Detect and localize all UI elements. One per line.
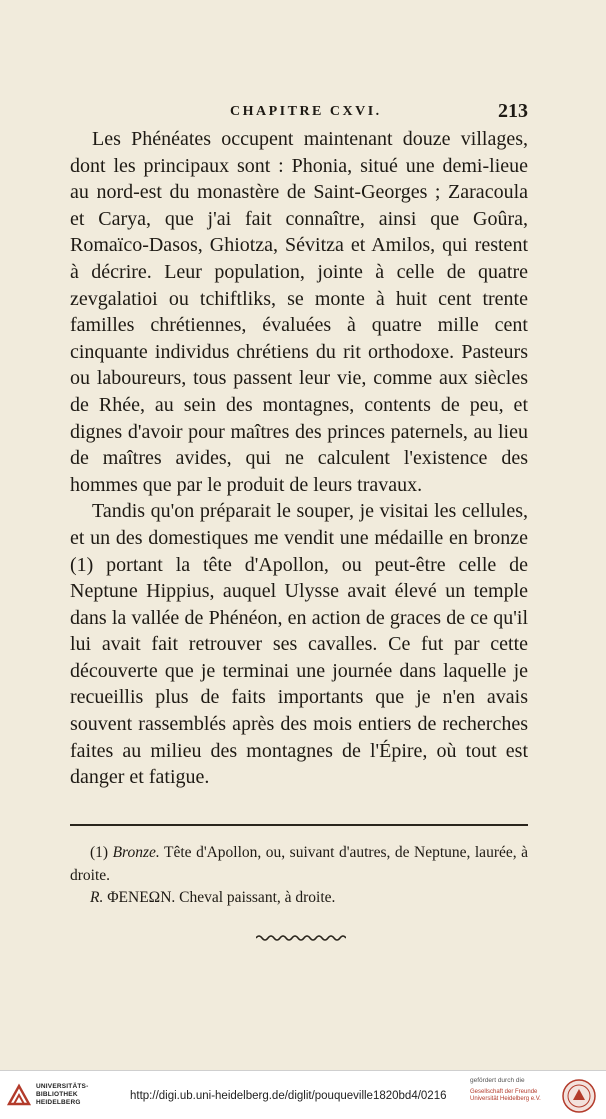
paragraph-1: Les Phénéates occupent maintenant douze villages, dont les principaux sont : Phonia, situé une demi-lieue au nord-est du monastère de Saint-Georges ; Zaracoula et Carya, que j'ai fait connaître, ainsi que Goûra, Romaïco-Dasos, Ghiotza, Sévitza et Amilos, qui restent à décrire. Leur population, jointe à celle de quatre zevgalatioi ou tchiftliks, se monte à huit cent trente familles chrétiennes, évaluées à quatre mille cent cinquante individus chrétiens du rit orthodoxe. Pasteurs ou laboureurs, tous passent leur vie, comme aux siècles de Rhée, au sein des montagnes, contents de peu, et dignes d'avoir pour maîtres des princes paternels, au lieu de maîtres avides, qui ne calculent l'existence des hommes que par le produit de leurs travaux. (70, 128, 528, 496)
end-ornament (256, 934, 346, 942)
running-head: CHAPITRE CXVI. (230, 104, 382, 119)
sponsor-block: gefördert durch die Gesellschaft der Freunde Universität Heidelberg e.V. (470, 1077, 541, 1102)
footnote-2-text: Cheval paissant, à droite. (179, 889, 336, 906)
library-name: UNIVERSITÄTS- BIBLIOTHEK HEIDELBERG (36, 1083, 89, 1106)
footnote-2-greek: ΦΕΝΕΩΝ. (107, 889, 176, 906)
university-seal-icon (562, 1079, 596, 1113)
footnote-rule (70, 824, 528, 826)
footnote-1-text: Tête d'Apollon, ou, suivant d'autres, de Neptune, laurée, à droite. (70, 844, 528, 884)
footnote-1-marker: (1) (90, 844, 109, 861)
footnotes (70, 842, 528, 910)
permalink-url[interactable]: http://digi.ub.uni-heidelberg.de/diglit/pouqueville1820bd4/0216 (130, 1090, 447, 1102)
footnote-2-marker: R. (90, 889, 104, 906)
footnote-1 (70, 842, 528, 887)
footnote-2 (70, 887, 528, 910)
paragraph-2: Tandis qu'on préparait le souper, je visitai les cellules, et un des domestiques me vendit une médaille en bronze (1) portant la tête d'Apollon, ou peut-être celle de Neptune Hippius, auquel Ulysse avait élevé un temple dans la vallée de Phénéon, en action de graces de ce qu'il lui avait fait retrouver ses cavalles. Ce fut par cette découverte que je terminai une journée dans laquelle je recueillis plus de faits importants que je n'en avais souvent rassemblés après des mois entiers de recherches faites au milieu des montagnes de l'Épire, où tout est danger et fatigue. (70, 500, 528, 789)
footnote-1-term: Bronze. (112, 844, 160, 861)
page-header (70, 102, 528, 126)
viewer-footer (0, 1070, 606, 1119)
page-number: 213 (498, 100, 528, 122)
main-text (70, 126, 528, 791)
university-logo-icon (6, 1082, 32, 1108)
